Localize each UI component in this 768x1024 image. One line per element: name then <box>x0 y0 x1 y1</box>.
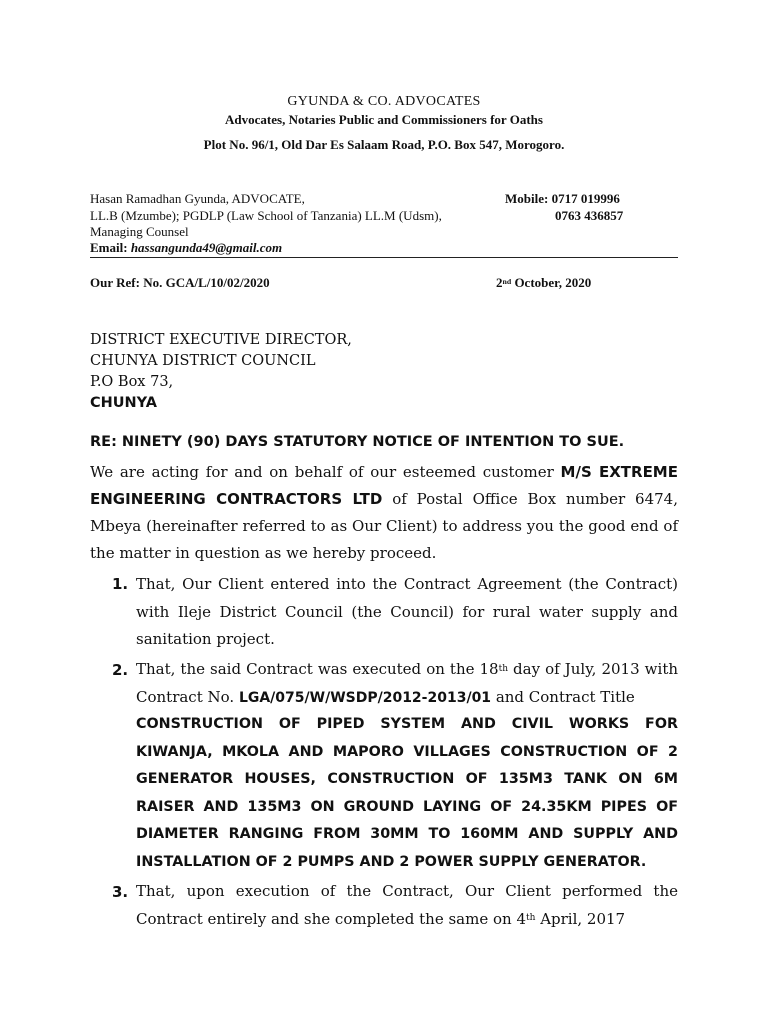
mobile-number: Mobile: 0717 019996 <box>505 191 620 206</box>
firm-name: GYUNDA & CO. ADVOCATES <box>287 94 481 109</box>
recipient-line-1: DISTRICT EXECUTIVE DIRECTOR, <box>90 332 352 348</box>
email-label: Email: <box>90 240 128 255</box>
recipient-line-3: P.O Box 73, <box>90 374 174 390</box>
sender-role: Managing Counsel <box>90 224 189 239</box>
sender-name: Hasan Ramadhan Gyunda, ADVOCATE, <box>90 191 305 206</box>
contract-title-line: GENERATOR HOUSES, CONSTRUCTION OF 135M3 TANK ON 6M <box>136 771 678 787</box>
firm-address: Plot No. 96/1, Old Dar Es Salaam Road, P.O. Box 547, Morogoro. <box>203 137 565 152</box>
client-name: M/S EXTREME ENGINEERING CONTRACTORS LTD <box>90 463 678 508</box>
item-number-2: 2. <box>112 661 129 679</box>
sender-qualifications: LL.B (Mzumbe); PGDLP (Law School of Tanzania) LL.M (Udsm), <box>90 208 442 223</box>
subject-line: RE: NINETY (90) DAYS STATUTORY NOTICE OF INTENTION TO SUE. <box>90 434 625 450</box>
mobile-number-2: 0763 436857 <box>555 208 624 223</box>
reference-number: Our Ref: No. GCA/L/10/02/2020 <box>90 275 270 290</box>
letter-date: 2nd October, 2020 <box>496 275 592 290</box>
sender-email-row <box>90 240 282 256</box>
item-text-1: That, Our Client entered into the Contract Agreement (the Contract) with Ileje District Council (the Council) for rural water supply and sanitation project. <box>136 575 678 648</box>
item-text-3: That, upon execution of the Contract, Our Client performed the Contract entirely and she completed the same on 4th April, 2017 <box>136 882 678 928</box>
intro-paragraph: We are acting for and on behalf of our esteemed customer M/S EXTREME ENGINEERING CONTRACTORS LTD of Postal Office Box number 6474, Mbeya (hereinafter referred to as Our Client) to address you the good end of the matter in question as we hereby proceed. <box>90 463 678 562</box>
contract-title-line: DIAMETER RANGING FROM 30MM TO 160MM AND SUPPLY AND <box>136 826 678 842</box>
contract-number: LGA/075/W/WSDP/2012-2013/01 <box>238 689 492 706</box>
recipient-line-4: CHUNYA <box>90 395 158 411</box>
contract-title-line: RAISER AND 135M3 ON GROUND LAYING OF 24.35KM PIPES OF <box>136 798 678 815</box>
contract-title-line: KIWANJA, MKOLA AND MAPORO VILLAGES CONSTRUCTION OF 2 <box>136 743 678 760</box>
contract-title-line: INSTALLATION OF 2 PUMPS AND 2 POWER SUPPLY GENERATOR. <box>136 853 647 870</box>
item-number-1: 1. <box>112 575 129 593</box>
contract-title-line: CONSTRUCTION OF PIPED SYSTEM AND CIVIL WORKS FOR <box>136 716 678 732</box>
recipient-line-2: CHUNYA DISTRICT COUNCIL <box>90 353 316 369</box>
contract-title <box>136 711 678 876</box>
item-number-3: 3. <box>112 883 129 901</box>
email-link[interactable]: hassangunda49@gmail.com <box>130 240 283 255</box>
header-divider <box>90 257 678 258</box>
item-text-2: That, the said Contract was executed on the 18th day of July, 2013 with Contract No. LGA/075/W/WSDP/2012-2013/01 and Contract Title <box>136 660 679 706</box>
firm-tagline: Advocates, Notaries Public and Commissioners for Oaths <box>225 112 543 127</box>
